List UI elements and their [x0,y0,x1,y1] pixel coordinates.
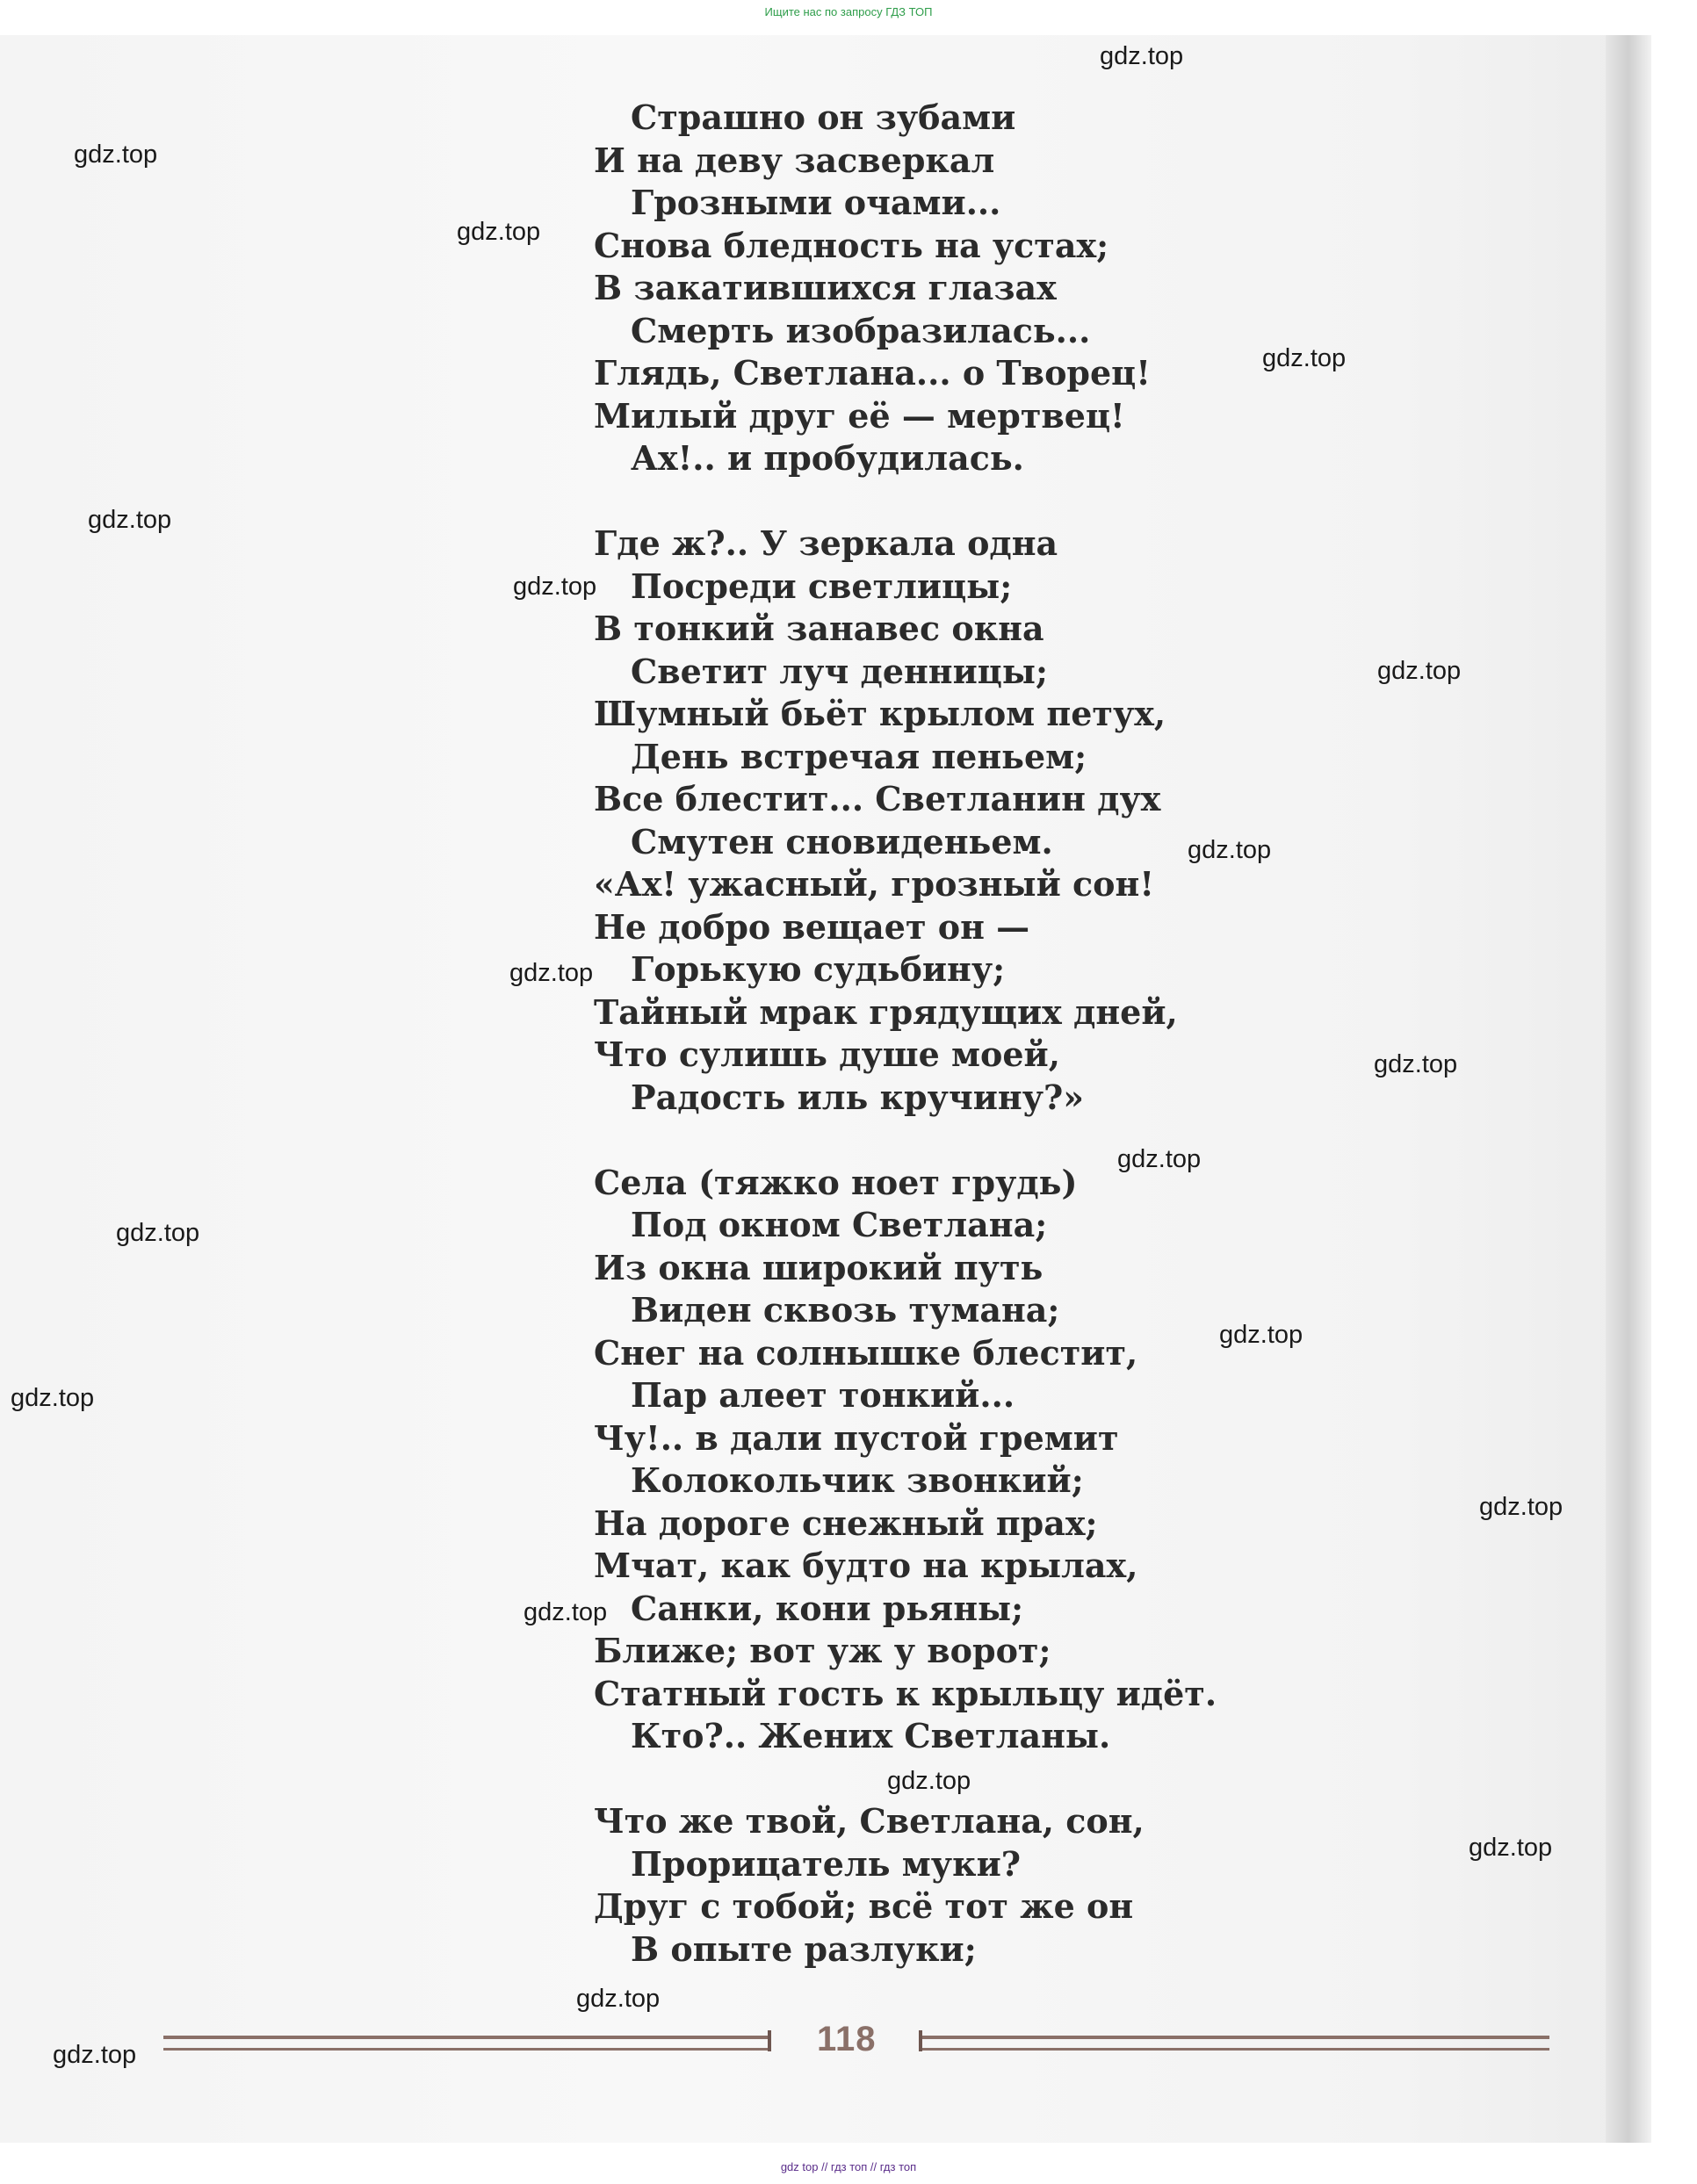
poem-line: Ближе; вот уж у ворот; [594,1631,1051,1670]
poem-line: День встречая пеньем; [631,736,1087,776]
poem-line: Смерть изобразилась... [631,310,1091,350]
watermark: gdz.top [1469,1834,1553,1862]
poem-line: Виден сквозь тумана; [631,1290,1060,1330]
poem-line: Из окна широкий путь [594,1247,1043,1287]
poem-line: Статный гость к крыльцу идёт. [594,1673,1217,1713]
poem-line: Что сулишь душе моей, [594,1034,1060,1074]
poem-line: Села (тяжко ноет грудь) [594,1162,1078,1202]
watermark: gdz.top [74,141,158,169]
top-search-note: Ищите нас по запросу ГДЗ ТОП [764,5,933,18]
watermark: gdz.top [53,2041,137,2069]
poem-line: Колокольчик звонкий; [631,1460,1084,1500]
watermark: gdz.top [1100,42,1184,70]
watermark: gdz.top [1374,1050,1458,1078]
watermark: gdz.top [887,1767,971,1795]
watermark: gdz.top [1188,836,1272,864]
poem-line: Пар алеет тонкий... [631,1375,1015,1415]
poem-line: «Ах! ужасный, грозный сон! [594,864,1155,904]
poem-text [594,97,1296,1971]
watermark: gdz.top [1117,1145,1202,1173]
watermark: gdz.top [509,959,594,987]
poem-line: Снег на солнышке блестит, [594,1332,1138,1373]
poem-line: Страшно он зубами [631,97,1016,137]
poem-line: Мчат, как будто на крылах, [594,1546,1138,1585]
poem-line: Грозными очами... [631,183,1001,222]
footer-rule-cap-left [768,2030,771,2051]
poem-line: Санки, кони рьяны; [631,1588,1024,1628]
watermark: gdz.top [457,218,541,246]
poem-line: Все блестит... Светланин дух [594,779,1161,818]
watermark: gdz.top [116,1219,200,1247]
page-number: 118 [817,2020,877,2058]
poem-line: Чу!.. в дали пустой гремит [594,1417,1119,1458]
poem-line: Радость иль кручину?» [631,1077,1085,1117]
poem-line: В закатившихся глазах [594,268,1057,307]
footer-rule-left [163,2036,769,2051]
poem-line: На дороге снежный прах; [594,1503,1098,1543]
poem-line: Кто?.. Жених Светланы. [631,1716,1111,1755]
watermark: gdz.top [88,506,172,534]
page-spine-shadow [1606,35,1651,2143]
watermark: gdz.top [524,1598,608,1626]
poem-line: Посреди светлицы; [631,566,1013,606]
bottom-watermark-note: gdz top // гдз топ // гдз топ [780,2160,917,2173]
stanza-break [594,480,1296,523]
poem-line: Друг с тобой; всё тот же он [594,1886,1134,1926]
poem-line: Горькую судьбину; [631,949,1006,989]
poem-line: Снова бледность на устах; [594,225,1109,265]
poem-line: Что же твой, Светлана, сон, [594,1801,1145,1841]
watermark: gdz.top [1262,344,1347,372]
poem-line: Где ж?.. У зеркала одна [594,523,1058,563]
poem-line: Ах!.. и пробудилась. [631,438,1024,478]
watermark: gdz.top [1479,1493,1563,1521]
poem-line: Глядь, Светлана... о Творец! [594,353,1151,393]
poem-line: В тонкий занавес окна [594,609,1044,648]
watermark: gdz.top [1377,657,1462,685]
poem-line: Смутен сновиденьем. [631,821,1053,861]
poem-line: Шумный бьёт крылом петух, [594,694,1166,733]
poem-line: Под окном Светлана; [631,1205,1048,1244]
footer-rule-right [922,2036,1549,2051]
poem-line: Прорицатель муки? [631,1843,1022,1884]
watermark: gdz.top [1219,1321,1303,1349]
watermark: gdz.top [513,573,597,601]
poem-line: Не добро вещает он — [594,906,1030,947]
poem-line: И на деву засверкал [594,140,995,180]
poem-line: Светит луч денницы; [631,651,1048,691]
poem-line: В опыте разлуки; [631,1928,977,1969]
poem-line: Милый друг её — мертвец! [594,395,1125,436]
watermark: gdz.top [11,1384,95,1412]
poem-line: Тайный мрак грядущих дней, [594,991,1178,1032]
watermark: gdz.top [576,1985,661,2013]
